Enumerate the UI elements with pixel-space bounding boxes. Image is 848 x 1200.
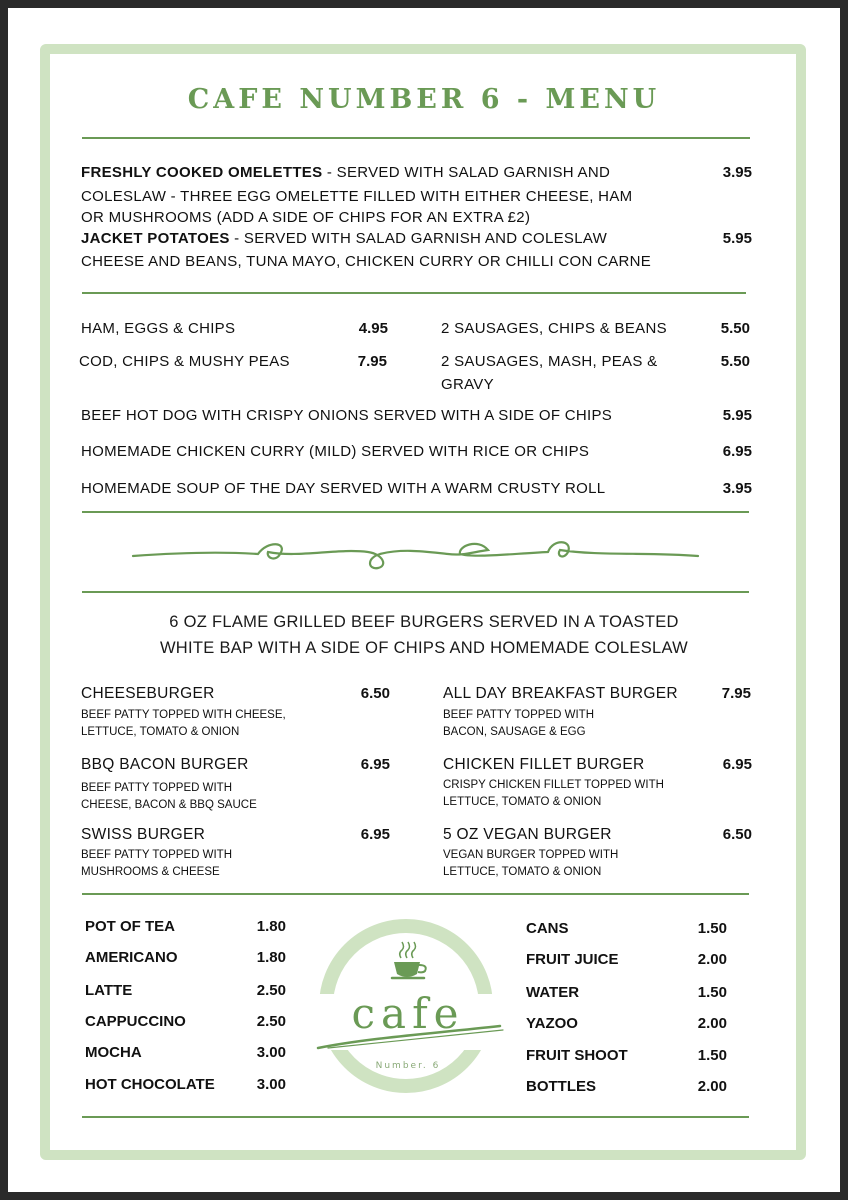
drink-name: WATER <box>526 984 580 1001</box>
burger-name: 5 OZ VEGAN BURGER <box>443 826 612 843</box>
divider <box>82 1116 749 1118</box>
drink-name: HOT CHOCOLATE <box>85 1076 215 1093</box>
drink-price: 2.00 <box>697 1078 727 1095</box>
main-item: BEEF HOT DOG WITH CRISPY ONIONS SERVED WITH A SIDE OF CHIPS <box>81 407 613 424</box>
drink-price: 1.50 <box>697 984 727 1001</box>
drink-price: 3.00 <box>256 1044 286 1061</box>
main-item: HOMEMADE CHICKEN CURRY (MILD) SERVED WITH RICE OR CHIPS <box>81 443 590 460</box>
jacket-name: JACKET POTATOES <box>81 230 230 247</box>
main-item: 2 SAUSAGES, CHIPS & BEANS <box>441 320 667 337</box>
main-item: COD, CHIPS & MUSHY PEAS <box>79 353 290 370</box>
drink-price: 1.50 <box>697 920 727 937</box>
burger-desc: BEEF PATTY TOPPED WITH MUSHROOMS & CHEESE <box>81 849 233 878</box>
burger-desc: CRISPY CHICKEN FILLET TOPPED WITH LETTUCE, TOMATO & ONION <box>443 779 664 808</box>
drink-name: LATTE <box>85 982 133 999</box>
drink-name: CAPPUCCINO <box>85 1013 186 1030</box>
divider <box>82 893 749 895</box>
burger-name: SWISS BURGER <box>81 826 206 843</box>
main-item-cont: GRAVY <box>441 376 494 393</box>
burger-heading-line2: WHITE BAP WITH A SIDE OF CHIPS AND HOMEMADE COLESLAW <box>159 639 689 657</box>
jacket-desc: - SERVED WITH SALAD GARNISH AND COLESLAW <box>229 230 608 247</box>
jacket-price: 5.95 <box>722 230 752 247</box>
burger-desc: BEEF PATTY TOPPED WITH CHEESE, LETTUCE, TOMATO & ONION <box>81 709 286 738</box>
flourish-ornament <box>128 528 703 578</box>
main-item: HAM, EGGS & CHIPS <box>81 320 236 337</box>
drink-price: 2.00 <box>697 1015 727 1032</box>
divider <box>82 591 749 593</box>
burger-desc: BEEF PATTY TOPPED WITH BACON, SAUSAGE & EGG <box>443 709 595 738</box>
main-item: HOMEMADE SOUP OF THE DAY SERVED WITH A WARM CRUSTY ROLL <box>81 480 606 497</box>
main-price: 4.95 <box>358 320 388 337</box>
divider <box>82 137 750 139</box>
burger-price: 6.50 <box>360 685 390 702</box>
menu-title: CAFE NUMBER 6 - MENU <box>187 84 661 115</box>
drink-price: 1.80 <box>256 949 286 966</box>
main-item: 2 SAUSAGES, MASH, PEAS & <box>441 353 658 370</box>
drink-name: FRUIT SHOOT <box>526 1047 628 1064</box>
drink-price: 1.50 <box>697 1047 727 1064</box>
burger-heading <box>8 609 840 661</box>
main-price: 5.50 <box>720 320 750 337</box>
logo-subtitle: Number. 6 <box>375 1061 441 1071</box>
omelette-desc: - SERVED WITH SALAD GARNISH AND <box>322 164 611 181</box>
burger-price: 7.95 <box>721 685 751 702</box>
burger-desc: BEEF PATTY TOPPED WITH CHEESE, BACON & BBQ SAUCE <box>81 782 257 811</box>
burger-price: 6.95 <box>360 756 390 773</box>
drink-name: POT OF TEA <box>85 918 175 935</box>
omelette-name: FRESHLY COOKED OMELETTES <box>81 164 323 181</box>
burger-heading-line1: 6 OZ FLAME GRILLED BEEF BURGERS SERVED IN A TOASTED <box>169 613 679 631</box>
main-price: 5.95 <box>722 407 752 424</box>
drink-name: BOTTLES <box>526 1078 596 1095</box>
menu-page <box>8 8 840 1192</box>
drink-price: 1.80 <box>256 918 286 935</box>
omelette-line2: COLESLAW - THREE EGG OMELETTE FILLED WITH EITHER CHEESE, HAM <box>81 188 633 205</box>
jacket-line1 <box>81 230 607 247</box>
drink-name: FRUIT JUICE <box>526 951 619 968</box>
omelette-line1 <box>81 164 610 181</box>
jacket-line2: CHEESE AND BEANS, TUNA MAYO, CHICKEN CURRY OR CHILLI CON CARNE <box>81 253 652 270</box>
drink-price: 3.00 <box>256 1076 286 1093</box>
divider <box>82 511 749 513</box>
cafe-logo <box>308 910 508 1100</box>
burger-price: 6.95 <box>360 826 390 843</box>
burger-name: BBQ BACON BURGER <box>81 756 249 773</box>
logo-word: cafe <box>351 989 465 1038</box>
burger-name: CHICKEN FILLET BURGER <box>443 756 645 773</box>
divider <box>82 292 746 294</box>
drink-price: 2.50 <box>256 982 286 999</box>
main-price: 6.95 <box>722 443 752 460</box>
omelette-line3: OR MUSHROOMS (ADD A SIDE OF CHIPS FOR AN EXTRA £2) <box>81 209 531 226</box>
main-price: 3.95 <box>722 480 752 497</box>
burger-name: CHEESEBURGER <box>81 685 215 702</box>
burger-desc: VEGAN BURGER TOPPED WITH LETTUCE, TOMATO & ONION <box>443 849 619 878</box>
drink-price: 2.50 <box>256 1013 286 1030</box>
omelette-price: 3.95 <box>722 164 752 181</box>
drink-price: 2.00 <box>697 951 727 968</box>
drink-name: CANS <box>526 920 569 937</box>
drink-name: YAZOO <box>526 1015 578 1032</box>
burger-price: 6.95 <box>722 756 752 773</box>
burger-name: ALL DAY BREAKFAST BURGER <box>443 685 678 702</box>
drink-name: MOCHA <box>85 1044 142 1061</box>
drink-name: AMERICANO <box>85 949 178 966</box>
coffee-cup-icon <box>392 942 426 978</box>
main-price: 7.95 <box>357 353 387 370</box>
main-price: 5.50 <box>720 353 750 370</box>
burger-price: 6.50 <box>722 826 752 843</box>
